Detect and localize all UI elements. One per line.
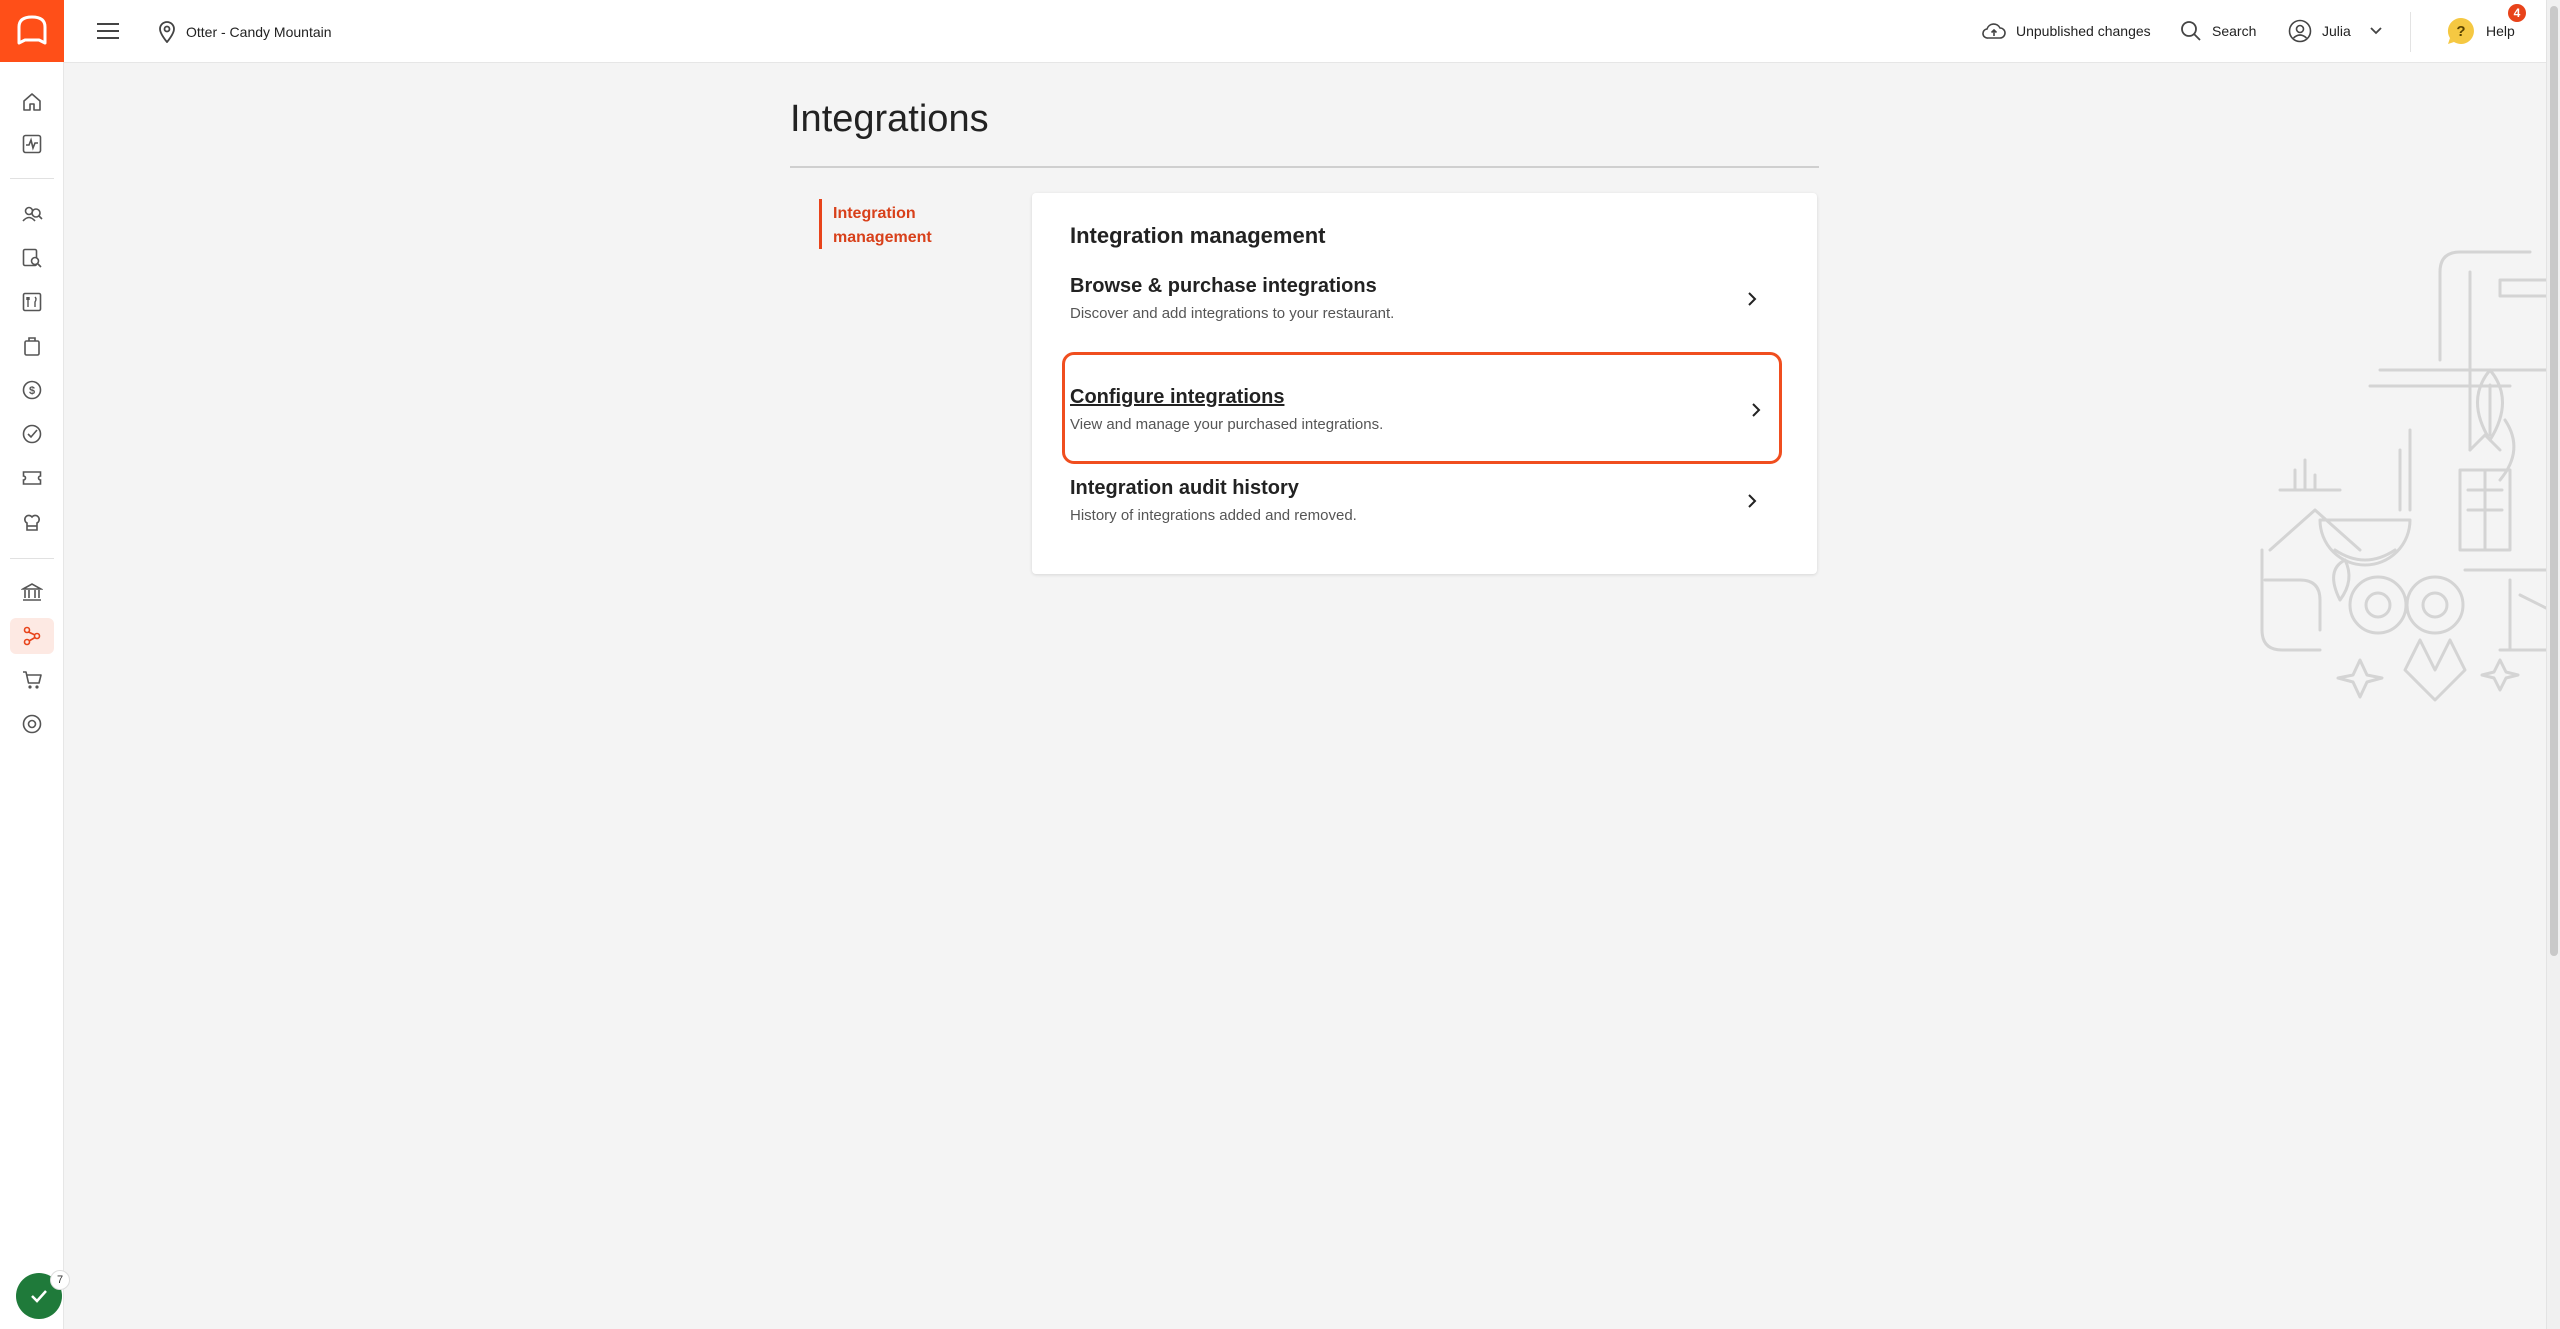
kitchen-illustration-icon	[2260, 250, 2550, 740]
location-selector[interactable]	[158, 20, 332, 44]
help-notification-badge: 4	[2508, 4, 2526, 22]
top-bar	[0, 0, 2546, 63]
row-description: History of integrations added and removed.	[1070, 507, 1357, 524]
configure-integrations-row[interactable]	[1062, 352, 1782, 464]
help-question-icon	[2446, 16, 2476, 46]
chevron-right-icon	[1742, 491, 1762, 511]
chevron-down-icon	[2369, 26, 2383, 36]
nav-kitchen-icon[interactable]	[10, 504, 54, 540]
checkmark-icon	[27, 1284, 51, 1308]
nav-customers-icon[interactable]	[10, 196, 54, 232]
row-title: Browse & purchase integrations	[1070, 275, 1377, 297]
nav-separator	[10, 558, 54, 559]
tasks-count-badge: 7	[50, 1270, 70, 1290]
nav-orders-search-icon[interactable]	[10, 240, 54, 276]
location-name: Otter - Candy Mountain	[186, 24, 332, 40]
search-button[interactable]	[2180, 18, 2256, 44]
search-label: Search	[2212, 23, 2257, 39]
nav-integrations-icon[interactable]	[10, 618, 54, 654]
title-divider	[790, 166, 1819, 168]
nav-tickets-icon[interactable]	[10, 460, 54, 496]
svg-text:?: ?	[2456, 23, 2466, 40]
integration-management-card	[1032, 193, 1817, 574]
nav-bank-icon[interactable]	[10, 574, 54, 610]
row-description: View and manage your purchased integrations.	[1070, 416, 1384, 433]
map-pin-icon	[158, 21, 176, 43]
subnav-item-integration-management[interactable]: Integration management	[833, 205, 932, 246]
nav-menu-icon[interactable]	[10, 284, 54, 320]
otter-logo-icon[interactable]	[0, 0, 64, 62]
nav-shopping-cart-icon[interactable]	[10, 662, 54, 698]
cloud-upload-icon	[1982, 21, 2006, 41]
nav-marketing-icon[interactable]	[10, 416, 54, 452]
row-title: Configure integrations	[1070, 386, 1285, 408]
integration-audit-history-row[interactable]	[1064, 477, 1776, 577]
subnav-active-indicator	[819, 199, 822, 249]
card-title: Integration management	[1070, 223, 1326, 248]
row-title: Integration audit history	[1070, 477, 1299, 499]
nav-analytics-icon[interactable]	[10, 126, 54, 162]
side-navigation	[0, 62, 64, 1329]
user-name: Julia	[2322, 23, 2351, 39]
nav-home-icon[interactable]	[10, 84, 54, 120]
page-title: Integrations	[790, 98, 989, 140]
nav-inventory-icon[interactable]	[10, 328, 54, 364]
unpublished-changes-label: Unpublished changes	[2016, 23, 2151, 39]
topbar-divider	[2410, 12, 2411, 52]
hamburger-menu-icon[interactable]	[96, 22, 120, 40]
search-icon	[2180, 20, 2202, 42]
chevron-right-icon	[1742, 289, 1762, 309]
user-avatar-icon	[2288, 19, 2312, 43]
unpublished-changes-button[interactable]	[1982, 18, 2151, 44]
help-label: Help	[2486, 23, 2515, 39]
row-description: Discover and add integrations to your restaurant.	[1070, 305, 1395, 322]
page-scrollbar[interactable]	[2546, 0, 2560, 1329]
scrollbar-thumb[interactable]	[2550, 6, 2558, 956]
svg-text:$: $	[28, 385, 36, 397]
nav-support-icon[interactable]	[10, 706, 54, 742]
nav-separator	[10, 178, 54, 179]
nav-finance-icon[interactable]	[10, 372, 54, 408]
help-button[interactable]	[2446, 18, 2515, 44]
user-menu[interactable]	[2288, 18, 2383, 44]
chevron-right-icon	[1746, 400, 1766, 420]
